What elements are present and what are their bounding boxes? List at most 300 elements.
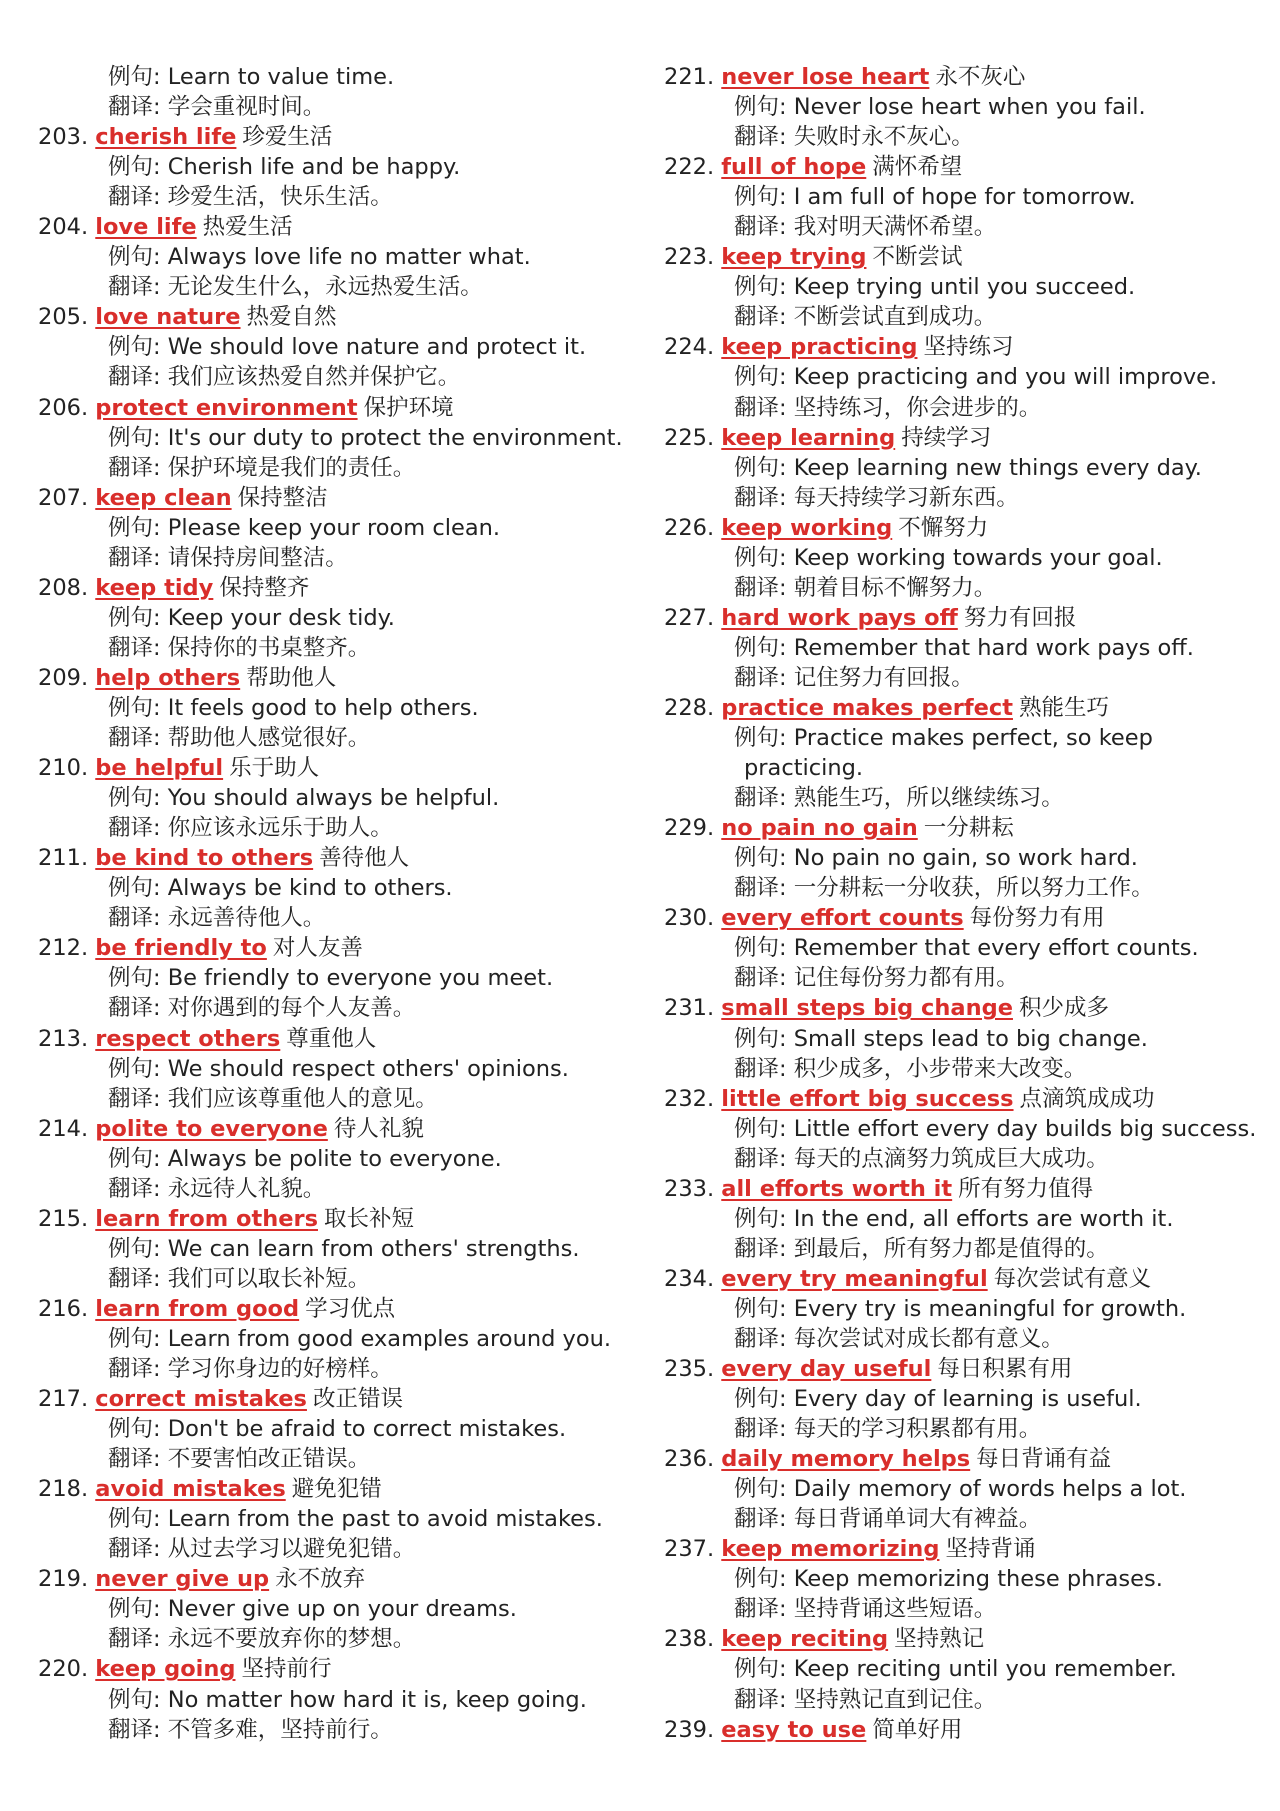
chinese-meaning: 每日积累有用 [937,1356,1073,1383]
translation-label: 翻译 [734,1506,780,1533]
phrase-entry [664,423,1264,453]
example-sentence: Small steps lead to big change. [793,1025,1148,1052]
example-sentence: In the end, all efforts are worth it. [793,1205,1174,1232]
translation-line: 翻译: 不断尝试直到成功。 [734,304,997,331]
chinese-meaning: 保持整齐 [219,574,310,601]
chinese-meaning: 永不灰心 [935,64,1026,90]
english-phrase: keep practicing [721,334,918,361]
phrase-entry [38,483,638,513]
english-phrase: never give up [95,1566,270,1593]
english-phrase: keep working [721,514,893,541]
entry-number: 228. [664,694,715,721]
english-phrase: help others [95,664,241,691]
english-phrase: love nature [95,304,241,331]
translation-line: 翻译: 我们可以取长补短。 [108,1265,371,1292]
translation-text: 对你遇到的每个人友善。 [167,995,416,1022]
translation-text: 每天的学习积累都有用。 [793,1416,1042,1443]
english-phrase: full of hope [721,154,867,181]
translation-label: 翻译 [734,1055,780,1082]
example-line: 例句: It's our duty to protect the environment. [108,424,623,451]
translation-text: 永远不要放弃你的梦想。 [167,1626,416,1653]
example-line: 例句: In the end, all efforts are worth it. [734,1205,1174,1232]
english-phrase: keep going [95,1656,236,1683]
translation-text: 永远善待他人。 [167,905,326,932]
example-label: 例句 [734,1386,780,1413]
example-label: 例句 [734,94,780,121]
entry-number: 220. [38,1656,89,1683]
english-phrase: every effort counts [721,905,964,932]
translation-text: 一分耕耘一分收获，所以努力工作。 [793,875,1154,902]
phrase-entry [664,62,1264,92]
example-label: 例句 [734,845,780,872]
example-line: 例句: Always love life no matter what. [108,244,531,271]
translation-text: 积少成多，小步带来大改变。 [793,1055,1087,1082]
example-sentence: Cherish life and be happy. [167,154,461,181]
translation-label: 翻译 [734,1416,780,1443]
translation-text: 朝着目标不懈努力。 [793,574,997,601]
translation-line: 翻译: 到最后，所有努力都是值得的。 [734,1235,1109,1262]
translation-line: 翻译: 学会重视时间。 [108,94,326,121]
translation-line: 翻译: 我们应该热爱自然并保护它。 [108,364,461,391]
example-sentence: Never lose heart when you fail. [793,94,1146,121]
phrase-entry [38,753,638,783]
example-line: 例句: Don't be afraid to correct mistakes. [108,1416,567,1443]
example-sentence: Every day of learning is useful. [793,1386,1142,1413]
example-line: 例句: Remember that every effort counts. [734,935,1199,962]
phrase-entry [38,393,638,423]
example-sentence: Don't be afraid to correct mistakes. [167,1416,567,1443]
entry-number: 238. [664,1626,715,1653]
example-sentence: Keep practicing and you will improve. [793,364,1218,391]
example-label: 例句 [734,184,780,211]
translation-line: 翻译: 保护环境是我们的责任。 [108,454,416,481]
translation-label: 翻译 [734,1686,780,1713]
entry-number: 211. [38,845,89,872]
phrase-entry [664,813,1264,843]
chinese-meaning: 热爱自然 [246,304,337,331]
translation-line: 翻译: 请保持房间整洁。 [108,544,348,571]
entry-number: 217. [38,1386,89,1413]
entry-number: 214. [38,1115,89,1142]
phrase-entry [664,1084,1264,1114]
example-label: 例句 [108,424,154,451]
example-label: 例句 [734,1205,780,1232]
entry-number: 221. [664,64,715,90]
translation-line: 翻译: 学习你身边的好榜样。 [108,1356,393,1383]
chinese-meaning: 保持整洁 [237,484,328,511]
example-sentence: Keep working towards your goal. [793,544,1163,571]
phrase-entry [664,1354,1264,1384]
english-phrase: small steps big change [721,995,1013,1022]
example-label: 例句 [108,1416,154,1443]
translation-text: 每日背诵单词大有裨益。 [793,1506,1042,1533]
english-phrase: practice makes perfect [721,694,1013,721]
example-label: 例句 [108,334,154,361]
translation-label: 翻译 [108,94,154,121]
translation-text: 保持你的书桌整齐。 [167,634,371,661]
example-line: 例句: Be friendly to everyone you meet. [108,965,554,992]
example-line: 例句: Little effort every day builds big success. [734,1115,1257,1142]
example-sentence: Keep your desk tidy. [167,604,395,631]
example-sentence: It feels good to help others. [167,694,479,721]
translation-text: 永远待人礼貌。 [167,1175,326,1202]
entry-number: 223. [664,244,715,271]
chinese-meaning: 避免犯错 [291,1476,382,1503]
entry-number: 213. [38,1025,89,1052]
translation-text: 我们应该热爱自然并保护它。 [167,364,461,391]
example-sentence: practicing. [744,755,864,782]
translation-text: 坚持背诵这些短语。 [793,1596,997,1623]
chinese-meaning: 一分耕耘 [923,815,1014,842]
english-phrase: easy to use [721,1716,867,1743]
english-phrase: keep learning [721,424,896,451]
chinese-meaning: 每次尝试有意义 [993,1265,1152,1292]
english-phrase: cherish life [95,124,237,151]
translation-line: 翻译: 每天的学习积累都有用。 [734,1416,1042,1443]
example-sentence: Practice makes perfect, so keep [793,725,1153,752]
example-line: 例句: Always be kind to others. [108,875,453,902]
translation-line: 翻译: 每天持续学习新东西。 [734,484,1019,511]
translation-line: 翻译: 坚持背诵这些短语。 [734,1596,997,1623]
entry-number: 239. [664,1716,715,1743]
translation-text: 每次尝试对成长都有意义。 [793,1325,1064,1352]
example-line: 例句: It feels good to help others. [108,694,479,721]
translation-text: 坚持练习，你会进步的。 [793,394,1042,421]
example-label: 例句 [108,694,154,721]
english-phrase: keep reciting [721,1626,889,1653]
example-line: 例句: Every try is meaningful for growth. [734,1295,1187,1322]
example-line: 例句: Every day of learning is useful. [734,1386,1142,1413]
example-line: 例句: Practice makes perfect, so keep [734,725,1153,752]
example-label: 例句 [734,725,780,752]
english-phrase: protect environment [95,394,358,421]
translation-line: 翻译: 永远不要放弃你的梦想。 [108,1626,416,1653]
example-label: 例句 [734,1295,780,1322]
example-line: 例句: Daily memory of words helps a lot. [734,1476,1187,1503]
translation-text: 熟能生巧，所以继续练习。 [793,785,1064,812]
english-phrase: correct mistakes [95,1386,307,1413]
translation-text: 我对明天满怀希望。 [793,214,997,241]
example-label: 例句 [108,785,154,812]
example-label: 例句 [734,274,780,301]
example-continuation [664,753,1264,783]
example-sentence: Keep trying until you succeed. [793,274,1136,301]
phrase-entry [38,1204,638,1234]
translation-line: 翻译: 坚持熟记直到记住。 [734,1686,997,1713]
translation-line: 翻译: 熟能生巧，所以继续练习。 [734,785,1064,812]
phrase-entry [38,933,638,963]
translation-label: 翻译 [734,965,780,992]
chinese-meaning: 熟能生巧 [1018,694,1109,721]
phrase-entry [38,663,638,693]
entry-number: 233. [664,1175,715,1202]
entry-number: 229. [664,815,715,842]
chinese-meaning: 坚持背诵 [945,1536,1036,1563]
translation-label: 翻译 [108,1716,154,1743]
translation-label: 翻译 [734,574,780,601]
chinese-meaning: 热爱生活 [202,214,293,241]
english-phrase: little effort big success [721,1085,1014,1112]
translation-label: 翻译 [108,725,154,752]
chinese-meaning: 珍爱生活 [242,124,333,151]
example-sentence: Be friendly to everyone you meet. [167,965,554,992]
entry-number: 227. [664,604,715,631]
entry-number: 203. [38,124,89,151]
example-label: 例句 [108,514,154,541]
english-phrase: keep tidy [95,574,214,601]
translation-line: 翻译: 永远待人礼貌。 [108,1175,326,1202]
english-phrase: keep trying [721,244,867,271]
example-label: 例句 [734,1656,780,1683]
phrase-entry [38,1024,638,1054]
phrase-entry [664,1715,1264,1745]
phrase-entry [664,603,1264,633]
entry-number: 225. [664,424,715,451]
entry-number: 231. [664,995,715,1022]
translation-line: 翻译: 记住每份努力都有用。 [734,965,1019,992]
translation-line: 翻译: 从过去学习以避免犯错。 [108,1536,416,1563]
translation-text: 从过去学习以避免犯错。 [167,1536,416,1563]
translation-label: 翻译 [108,1356,154,1383]
translation-text: 每天持续学习新东西。 [793,484,1019,511]
translation-label: 翻译 [108,1265,154,1292]
translation-text: 我们可以取长补短。 [167,1265,371,1292]
entry-number: 204. [38,214,89,241]
translation-line: 翻译: 永远善待他人。 [108,905,326,932]
translation-text: 学会重视时间。 [167,94,326,121]
example-line: 例句: Keep your desk tidy. [108,604,395,631]
entry-number: 216. [38,1295,89,1322]
translation-label: 翻译 [108,544,154,571]
example-line: 例句: We should love nature and protect it. [108,334,587,361]
translation-label: 翻译 [108,1446,154,1473]
example-sentence: Please keep your room clean. [167,514,501,541]
example-sentence: Every try is meaningful for growth. [793,1295,1187,1322]
translation-text: 无论发生什么，永远热爱生活。 [167,274,483,301]
chinese-meaning: 取长补短 [323,1205,414,1232]
example-sentence: I am full of hope for tomorrow. [793,184,1136,211]
example-sentence: You should always be helpful. [167,785,500,812]
example-label: 例句 [108,965,154,992]
entry-number: 206. [38,394,89,421]
example-label: 例句 [734,935,780,962]
translation-text: 不管多难，坚持前行。 [167,1716,393,1743]
english-phrase: learn from others [95,1205,318,1232]
entry-number: 235. [664,1356,715,1383]
translation-label: 翻译 [108,1626,154,1653]
phrase-entry [664,1444,1264,1474]
example-sentence: Little effort every day builds big success. [793,1115,1257,1142]
example-line: 例句: Never give up on your dreams. [108,1596,517,1623]
translation-line: 翻译: 不管多难，坚持前行。 [108,1716,393,1743]
example-label: 例句 [108,1145,154,1172]
phrase-entry [38,1384,638,1414]
example-line: 例句: No matter how hard it is, keep going. [108,1686,587,1713]
translation-label: 翻译 [108,184,154,211]
phrase-entry [38,1654,638,1684]
translation-text: 保护环境是我们的责任。 [167,454,416,481]
translation-text: 学习你身边的好榜样。 [167,1356,393,1383]
translation-text: 不要害怕改正错误。 [167,1446,371,1473]
translation-text: 到最后，所有努力都是值得的。 [793,1235,1109,1262]
translation-text: 失败时永不灰心。 [793,124,974,151]
entry-number: 224. [664,334,715,361]
chinese-meaning: 尊重他人 [286,1025,377,1052]
phrase-entry [38,1114,638,1144]
english-phrase: no pain no gain [721,815,918,842]
entry-number: 237. [664,1536,715,1563]
example-sentence: Always love life no matter what. [167,244,531,271]
example-label: 例句 [108,1596,154,1623]
english-phrase: never lose heart [721,64,930,90]
chinese-meaning: 积少成多 [1018,995,1109,1022]
chinese-meaning: 所有努力值得 [958,1175,1094,1202]
translation-label: 翻译 [734,1145,780,1172]
example-sentence: We can learn from others' strengths. [167,1235,580,1262]
chinese-meaning: 每日背诵有益 [976,1446,1112,1473]
english-phrase: respect others [95,1025,281,1052]
example-label: 例句 [734,1476,780,1503]
translation-label: 翻译 [734,394,780,421]
translation-line: 翻译: 保持你的书桌整齐。 [108,634,371,661]
translation-label: 翻译 [734,304,780,331]
translation-line: 翻译: 无论发生什么，永远热爱生活。 [108,274,483,301]
chinese-meaning: 对人友善 [272,935,363,962]
chinese-meaning: 努力有回报 [963,604,1077,631]
entry-number: 222. [664,154,715,181]
example-sentence: We should respect others' opinions. [167,1055,569,1082]
translation-text: 记住努力有回报。 [793,664,974,691]
chinese-meaning: 每份努力有用 [969,905,1105,932]
example-line: 例句: Please keep your room clean. [108,514,501,541]
example-line: 例句: Keep working towards your goal. [734,544,1163,571]
example-line: 例句: No pain no gain, so work hard. [734,845,1138,872]
translation-line: 翻译: 坚持练习，你会进步的。 [734,394,1042,421]
example-sentence: No matter how hard it is, keep going. [167,1686,587,1713]
translation-label: 翻译 [734,214,780,241]
example-sentence: Always be polite to everyone. [167,1145,502,1172]
example-label: 例句 [108,1325,154,1352]
translation-label: 翻译 [108,1175,154,1202]
example-line: 例句: Remember that hard work pays off. [734,634,1194,661]
example-label: 例句 [108,875,154,902]
phrase-entry [38,302,638,332]
example-sentence: Keep learning new things every day. [793,454,1202,481]
chinese-meaning: 改正错误 [312,1386,403,1413]
phrase-entry [664,513,1264,543]
entry-number: 207. [38,484,89,511]
translation-line: 翻译: 对你遇到的每个人友善。 [108,995,416,1022]
entry-number: 219. [38,1566,89,1593]
translation-line: 翻译: 失败时永不灰心。 [734,124,974,151]
translation-text: 珍爱生活，快乐生活。 [167,184,393,211]
english-phrase: love life [95,214,197,241]
chinese-meaning: 不断尝试 [872,244,963,271]
english-phrase: keep clean [95,484,232,511]
chinese-meaning: 待人礼貌 [333,1115,424,1142]
example-line: 例句: Learn from the past to avoid mistakes. [108,1506,603,1533]
example-label: 例句 [734,1025,780,1052]
translation-label: 翻译 [108,634,154,661]
english-phrase: every try meaningful [721,1265,988,1292]
translation-text: 记住每份努力都有用。 [793,965,1019,992]
translation-line: 翻译: 记住努力有回报。 [734,664,974,691]
example-sentence: It's our duty to protect the environment. [167,424,623,451]
chinese-meaning: 坚持熟记 [894,1626,985,1653]
translation-text: 请保持房间整洁。 [167,544,348,571]
example-label: 例句 [108,1055,154,1082]
translation-text: 每天的点滴努力筑成巨大成功。 [793,1145,1109,1172]
entry-number: 205. [38,304,89,331]
example-sentence: Learn from the past to avoid mistakes. [167,1506,603,1533]
example-label: 例句 [734,1115,780,1142]
phrase-entry [38,122,638,152]
example-line: 例句: Keep memorizing these phrases. [734,1566,1163,1593]
phrase-entry [664,152,1264,182]
english-phrase: learn from good [95,1295,300,1322]
example-line: 例句: Learn from good examples around you. [108,1325,612,1352]
left-column [38,62,638,1745]
example-sentence: Learn from good examples around you. [167,1325,612,1352]
translation-label: 翻译 [108,815,154,842]
chinese-meaning: 永不放弃 [275,1566,366,1593]
translation-label: 翻译 [734,664,780,691]
example-sentence: Keep reciting until you remember. [793,1656,1177,1683]
english-phrase: polite to everyone [95,1115,328,1142]
translation-label: 翻译 [734,484,780,511]
entry-number: 226. [664,514,715,541]
chinese-meaning: 帮助他人 [246,664,337,691]
chinese-meaning: 点滴筑成成功 [1019,1085,1155,1112]
entry-number: 208. [38,574,89,601]
example-line: 例句: We can learn from others' strengths. [108,1235,580,1262]
entry-number: 232. [664,1085,715,1112]
example-label: 例句 [734,544,780,571]
example-line: 例句: Keep practicing and you will improve. [734,364,1218,391]
chinese-meaning: 善待他人 [319,845,410,872]
translation-text: 我们应该尊重他人的意见。 [167,1085,438,1112]
example-line: 例句: Keep reciting until you remember. [734,1656,1177,1683]
translation-label: 翻译 [108,905,154,932]
translation-label: 翻译 [108,454,154,481]
phrase-entry [664,332,1264,362]
translation-label: 翻译 [734,124,780,151]
example-line: 例句: You should always be helpful. [108,785,500,812]
english-phrase: be kind to others [95,845,314,872]
translation-label: 翻译 [108,274,154,301]
phrase-entry [38,1294,638,1324]
example-line: 例句: Keep trying until you succeed. [734,274,1136,301]
translation-text: 你应该永远乐于助人。 [167,815,393,842]
translation-text: 不断尝试直到成功。 [793,304,997,331]
example-label: 例句 [734,1566,780,1593]
translation-label: 翻译 [734,1596,780,1623]
example-line: 例句: We should respect others' opinions. [108,1055,569,1082]
example-label: 例句 [108,1235,154,1262]
entry-number: 236. [664,1446,715,1473]
phrase-entry [38,1474,638,1504]
translation-label: 翻译 [108,995,154,1022]
phrase-entry [664,1264,1264,1294]
phrase-entry [38,573,638,603]
phrase-entry [38,1564,638,1594]
entry-number: 210. [38,755,89,782]
translation-text: 帮助他人感觉很好。 [167,725,371,752]
phrase-entry [664,903,1264,933]
translation-line: 翻译: 帮助他人感觉很好。 [108,725,371,752]
example-line: 例句: Always be polite to everyone. [108,1145,502,1172]
english-phrase: keep memorizing [721,1536,940,1563]
